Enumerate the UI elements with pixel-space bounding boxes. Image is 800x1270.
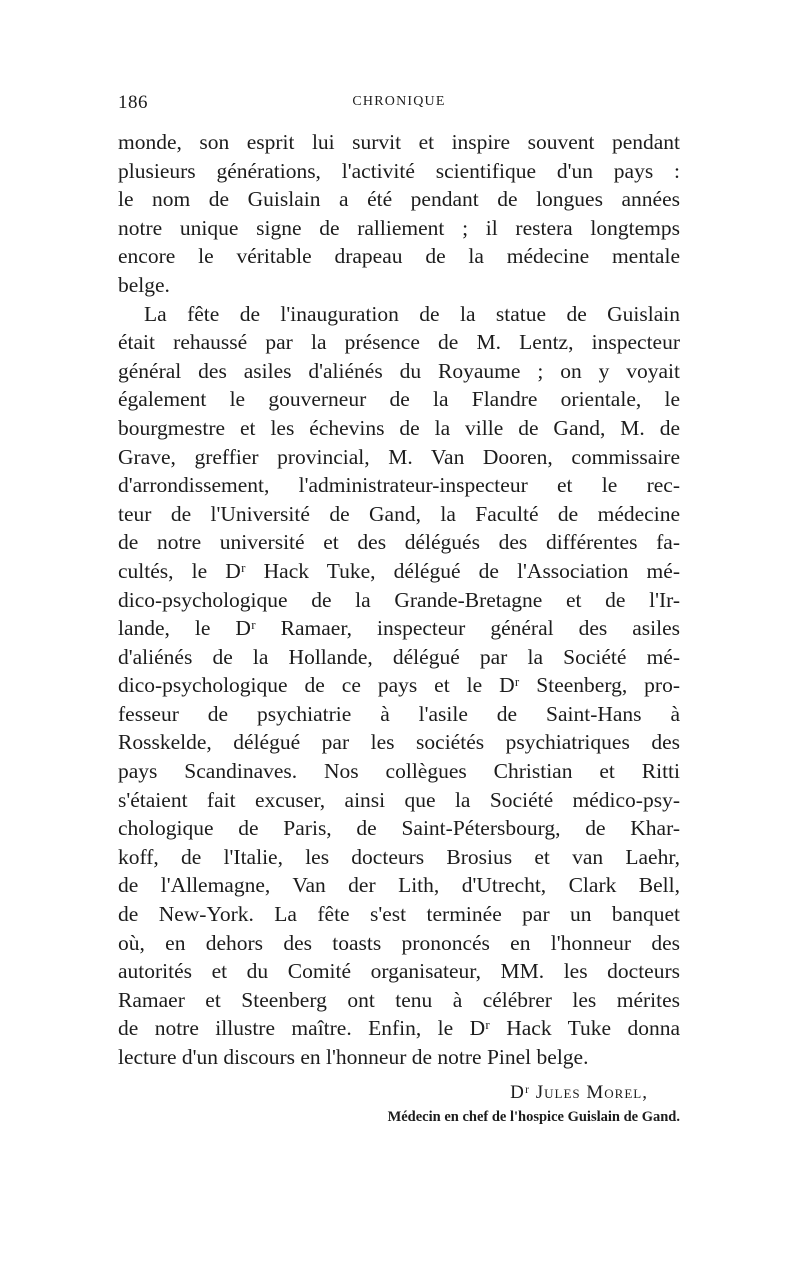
text-line: La fête de l'inauguration de la statue de Guislain — [144, 301, 680, 326]
text-line: monde, son esprit lui survit et inspire souvent pendant — [118, 130, 680, 154]
text-line: belge. — [118, 272, 170, 297]
text-line: encore le véritable drapeau de la médecine mentale — [118, 244, 680, 269]
text-line: dico-psychologique de la Grande-Bretagne et de l'Ir- — [118, 587, 680, 612]
text-line: plusieurs générations, l'activité scientifique d'un pays : — [118, 158, 680, 183]
author-signature: Dʳ Jules Morel, — [510, 1082, 648, 1103]
text-line: lecture d'un discours en l'honneur de notre Pinel belge. — [118, 1045, 589, 1069]
text-line: d'arrondissement, l'administrateur-inspecteur et le rec- — [118, 473, 680, 498]
signature-block — [118, 1080, 680, 1128]
text-line: cultés, le Dʳ Hack Tuke, délégué de l'Association mé- — [118, 558, 680, 583]
text-line: Rosskelde, délégué par les sociétés psychiatriques des — [118, 730, 680, 755]
running-head: CHRONIQUE — [352, 94, 446, 109]
text-line: s'étaient fait excuser, ainsi que la Société médico-psy- — [118, 787, 680, 812]
text-line: également le gouverneur de la Flandre orientale, le — [118, 387, 680, 412]
text-line: notre unique signe de ralliement ; il restera longtemps — [118, 215, 680, 240]
text-line: était rehaussé par la présence de M. Lentz, inspecteur — [118, 330, 680, 355]
text-line: autorités et du Comité organisateur, MM. les docteurs — [118, 959, 680, 984]
text-line: bourgmestre et les échevins de la ville de Gand, M. de — [118, 415, 680, 440]
text-line: le nom de Guislain a été pendant de longues années — [118, 187, 680, 212]
paragraph — [118, 300, 680, 1072]
page-number: 186 — [118, 92, 148, 113]
page-header — [118, 92, 680, 116]
text-line: chologique de Paris, de Saint-Pétersbourg, de Khar- — [118, 816, 680, 841]
text-line: de New-York. La fête s'est terminée par un banquet — [118, 902, 680, 927]
text-line: teur de l'Université de Gand, la Faculté de médecine — [118, 501, 680, 526]
author-title: Médecin en chef de l'hospice Guislain de Gand. — [387, 1109, 680, 1125]
text-line: de l'Allemagne, Van der Lith, d'Utrecht, Clark Bell, — [118, 873, 680, 898]
paragraph — [118, 128, 680, 300]
text-line: Ramaer et Steenberg ont tenu à célébrer les mérites — [118, 987, 680, 1012]
text-line: Grave, greffier provincial, M. Van Dooren, commissaire — [118, 444, 680, 469]
text-line: fesseur de psychiatrie à l'asile de Saint-Hans à — [118, 701, 680, 726]
text-line: d'aliénés de la Hollande, délégué par la Société mé- — [118, 644, 680, 669]
text-line: général des asiles d'aliénés du Royaume ; on y voyait — [118, 358, 680, 383]
text-line: dico-psychologique de ce pays et le Dʳ Steenberg, pro- — [118, 673, 680, 698]
body-text — [118, 128, 680, 1072]
text-line: koff, de l'Italie, les docteurs Brosius et van Laehr, — [118, 844, 680, 869]
text-line: pays Scandinaves. Nos collègues Christian et Ritti — [118, 759, 680, 784]
text-line: de notre illustre maître. Enfin, le Dʳ Hack Tuke donna — [118, 1016, 680, 1041]
text-line: où, en dehors des toasts prononcés en l'honneur des — [118, 930, 680, 955]
text-line: de notre université et des délégués des différentes fa- — [118, 530, 680, 555]
text-line: lande, le Dʳ Ramaer, inspecteur général des asiles — [118, 616, 680, 641]
